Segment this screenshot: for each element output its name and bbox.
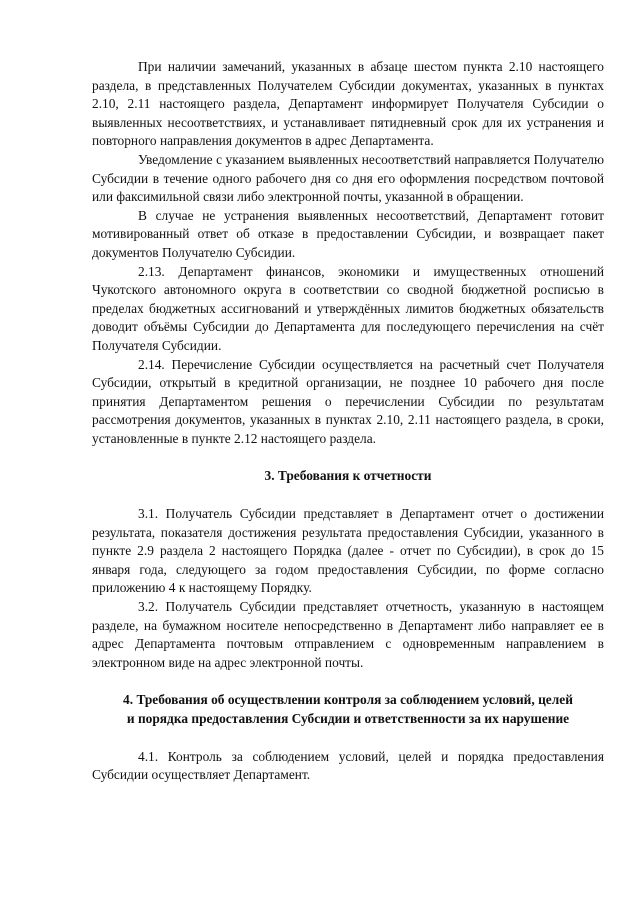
section-3-heading: 3. Требования к отчетности <box>264 468 432 484</box>
paragraph-2-13: 2.13. Департамент финансов, экономики и имущественных отношений Чукотского автономного округа в соответствии со сводной бюджетной росписью в пределах бюджетных ассигнований и утверждённых лимитов бюджетных обязательств доводит объёмы Субсидии до Департамента для последующего перечисления на счёт Получателя Субсидии. <box>92 263 604 353</box>
section-4-heading-line-1: 4. Требования об осуществлении контроля за соблюдением условий, целей <box>123 692 573 708</box>
paragraph-notification: Уведомление с указанием выявленных несоответствий направляется Получателю Субсидии в течение одного рабочего дня со дня его оформления посредством почтовой или факсимильной связи либо электронной почты, указанной в обращении. <box>92 151 604 205</box>
paragraph-3-2: 3.2. Получатель Субсидии представляет отчетность, указанную в настоящем разделе, на бумажном носителе непосредственно в Департамент либо направляет ее в адрес Департамента почтовым отправлением с одновременным направлением в электронном виде на адрес электронной почты. <box>92 599 604 670</box>
section-4-heading <box>92 691 604 728</box>
section-4-heading-line-2: и порядка предоставления Субсидии и ответственности за их нарушение <box>126 711 570 726</box>
paragraph-4-1: 4.1. Контроль за соблюдением условий, целей и порядка предоставления Субсидии осуществляет Департамент. <box>92 748 604 783</box>
paragraph-remarks: При наличии замечаний, указанных в абзаце шестом пункта 2.10 настоящего раздела, в представленных Получателем Субсидии документах, указанных в пунктах 2.10, 2.11 настоящего раздела, Департамент информирует Получателя Субсидии о выявленных несоответствиях, и устанавливает пятидневный срок для их устранения и повторного направления документов в адрес Департамента. <box>92 59 604 149</box>
paragraph-refusal: В случае не устранения выявленных несоответствий, Департамент готовит мотивированный ответ об отказе в предоставлении Субсидии, и возвращает пакет документов Получателю Субсидии. <box>92 207 604 260</box>
paragraph-3-1: 3.1. Получатель Субсидии представляет в Департамент отчет о достижении результата, показателя достижения результата предоставления Субсидии, указанного в пункте 2.9 раздела 2 настоящего Порядка (далее - отчет по Субсидии), в срок до 15 января года, следующего за годом предоставления Субсидии, по форме согласно приложению 4 к настоящему Порядку. <box>92 506 604 596</box>
document-page <box>92 58 604 785</box>
paragraph-2-14: 2.14. Перечисление Субсидии осуществляется на расчетный счет Получателя Субсидии, открытый в кредитной организации, не позднее 10 рабочего дня после принятия Департаментом решения о перечислении Субсидии по результатам рассмотрения документов, указанных в пунктах 2.10, 2.11 настоящего раздела, в сроки, установленные в пункте 2.12 настоящего раздела. <box>92 356 604 446</box>
